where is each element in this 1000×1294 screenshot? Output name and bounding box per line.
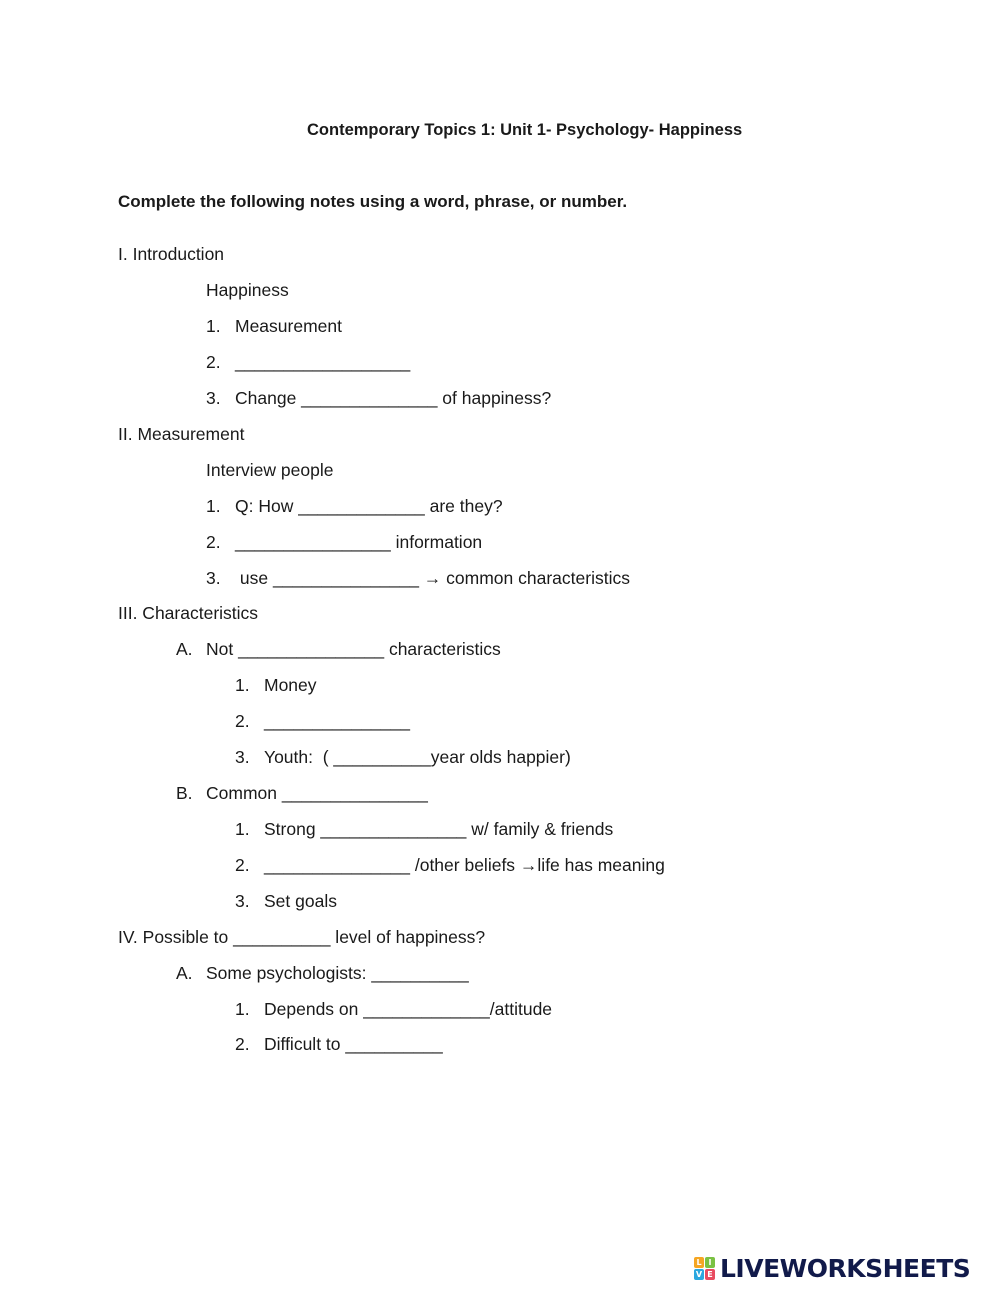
sublist-letter: B. [176,783,193,803]
list-number: 3. [206,388,221,408]
list-item: _______________ /other beliefs →life has meaning [264,855,665,875]
section-heading-measurement: II. Measurement [118,424,245,444]
list-number: 2. [235,855,250,875]
logo-letter-v: V [695,1270,703,1279]
list-number: 3. [235,891,250,911]
list-item: Measurement [235,316,342,336]
list-item: _______________ [264,711,410,731]
list-number: 3. [206,568,221,588]
list-item: Depends on _____________/attitude [264,999,553,1019]
sublist-heading: Some psychologists: __________ [206,963,469,983]
list-item: ________________ information [235,532,483,552]
list-item: Change ______________ of happiness? [235,388,552,408]
sublist-letter: A. [176,963,193,983]
list-item: Set goals [264,891,337,911]
section-intro-text: Happiness [206,280,289,300]
sublist-letter: A. [176,639,193,659]
section-intro-text: Interview people [206,460,334,480]
liveworksheets-logo[interactable] [694,1255,990,1285]
list-item: Youth: ( __________year olds happier) [264,747,571,767]
list-number: 2. [206,532,221,552]
page-title: Contemporary Topics 1: Unit 1- Psychology- Happiness [307,121,743,139]
list-item: Money [264,675,317,695]
list-number: 1. [235,999,250,1019]
logo-letter-e: E [705,1269,715,1280]
list-number: 2. [206,352,221,372]
sublist-heading: Common _______________ [206,783,428,803]
list-item: Difficult to __________ [264,1034,443,1054]
instructions: Complete the following notes using a word, phrase, or number. [118,192,628,211]
list-item: Strong _______________ w/ family & friends [264,819,614,839]
logo-letter-i: I [705,1257,715,1268]
section-heading-possible: IV. Possible to __________ level of happiness? [118,927,486,947]
section-heading-introduction: I. Introduction [118,244,225,264]
list-item: Q: How _____________ are they? [235,496,503,516]
list-number: 1. [206,316,221,336]
list-item: use _______________ → common characteristics [235,568,630,588]
logo-wordmark: LIVEWORKSHEETS [720,1254,971,1283]
list-item: __________________ [235,352,411,372]
list-number: 1. [235,819,250,839]
sublist-heading: Not _______________ characteristics [206,639,501,659]
list-number: 3. [235,747,250,767]
list-number: 1. [235,675,250,695]
logo-letter-l: L [694,1257,704,1268]
list-number: 2. [235,1034,250,1054]
section-heading-characteristics: III. Characteristics [118,603,259,623]
list-number: 1. [206,496,221,516]
list-number: 2. [235,711,250,731]
